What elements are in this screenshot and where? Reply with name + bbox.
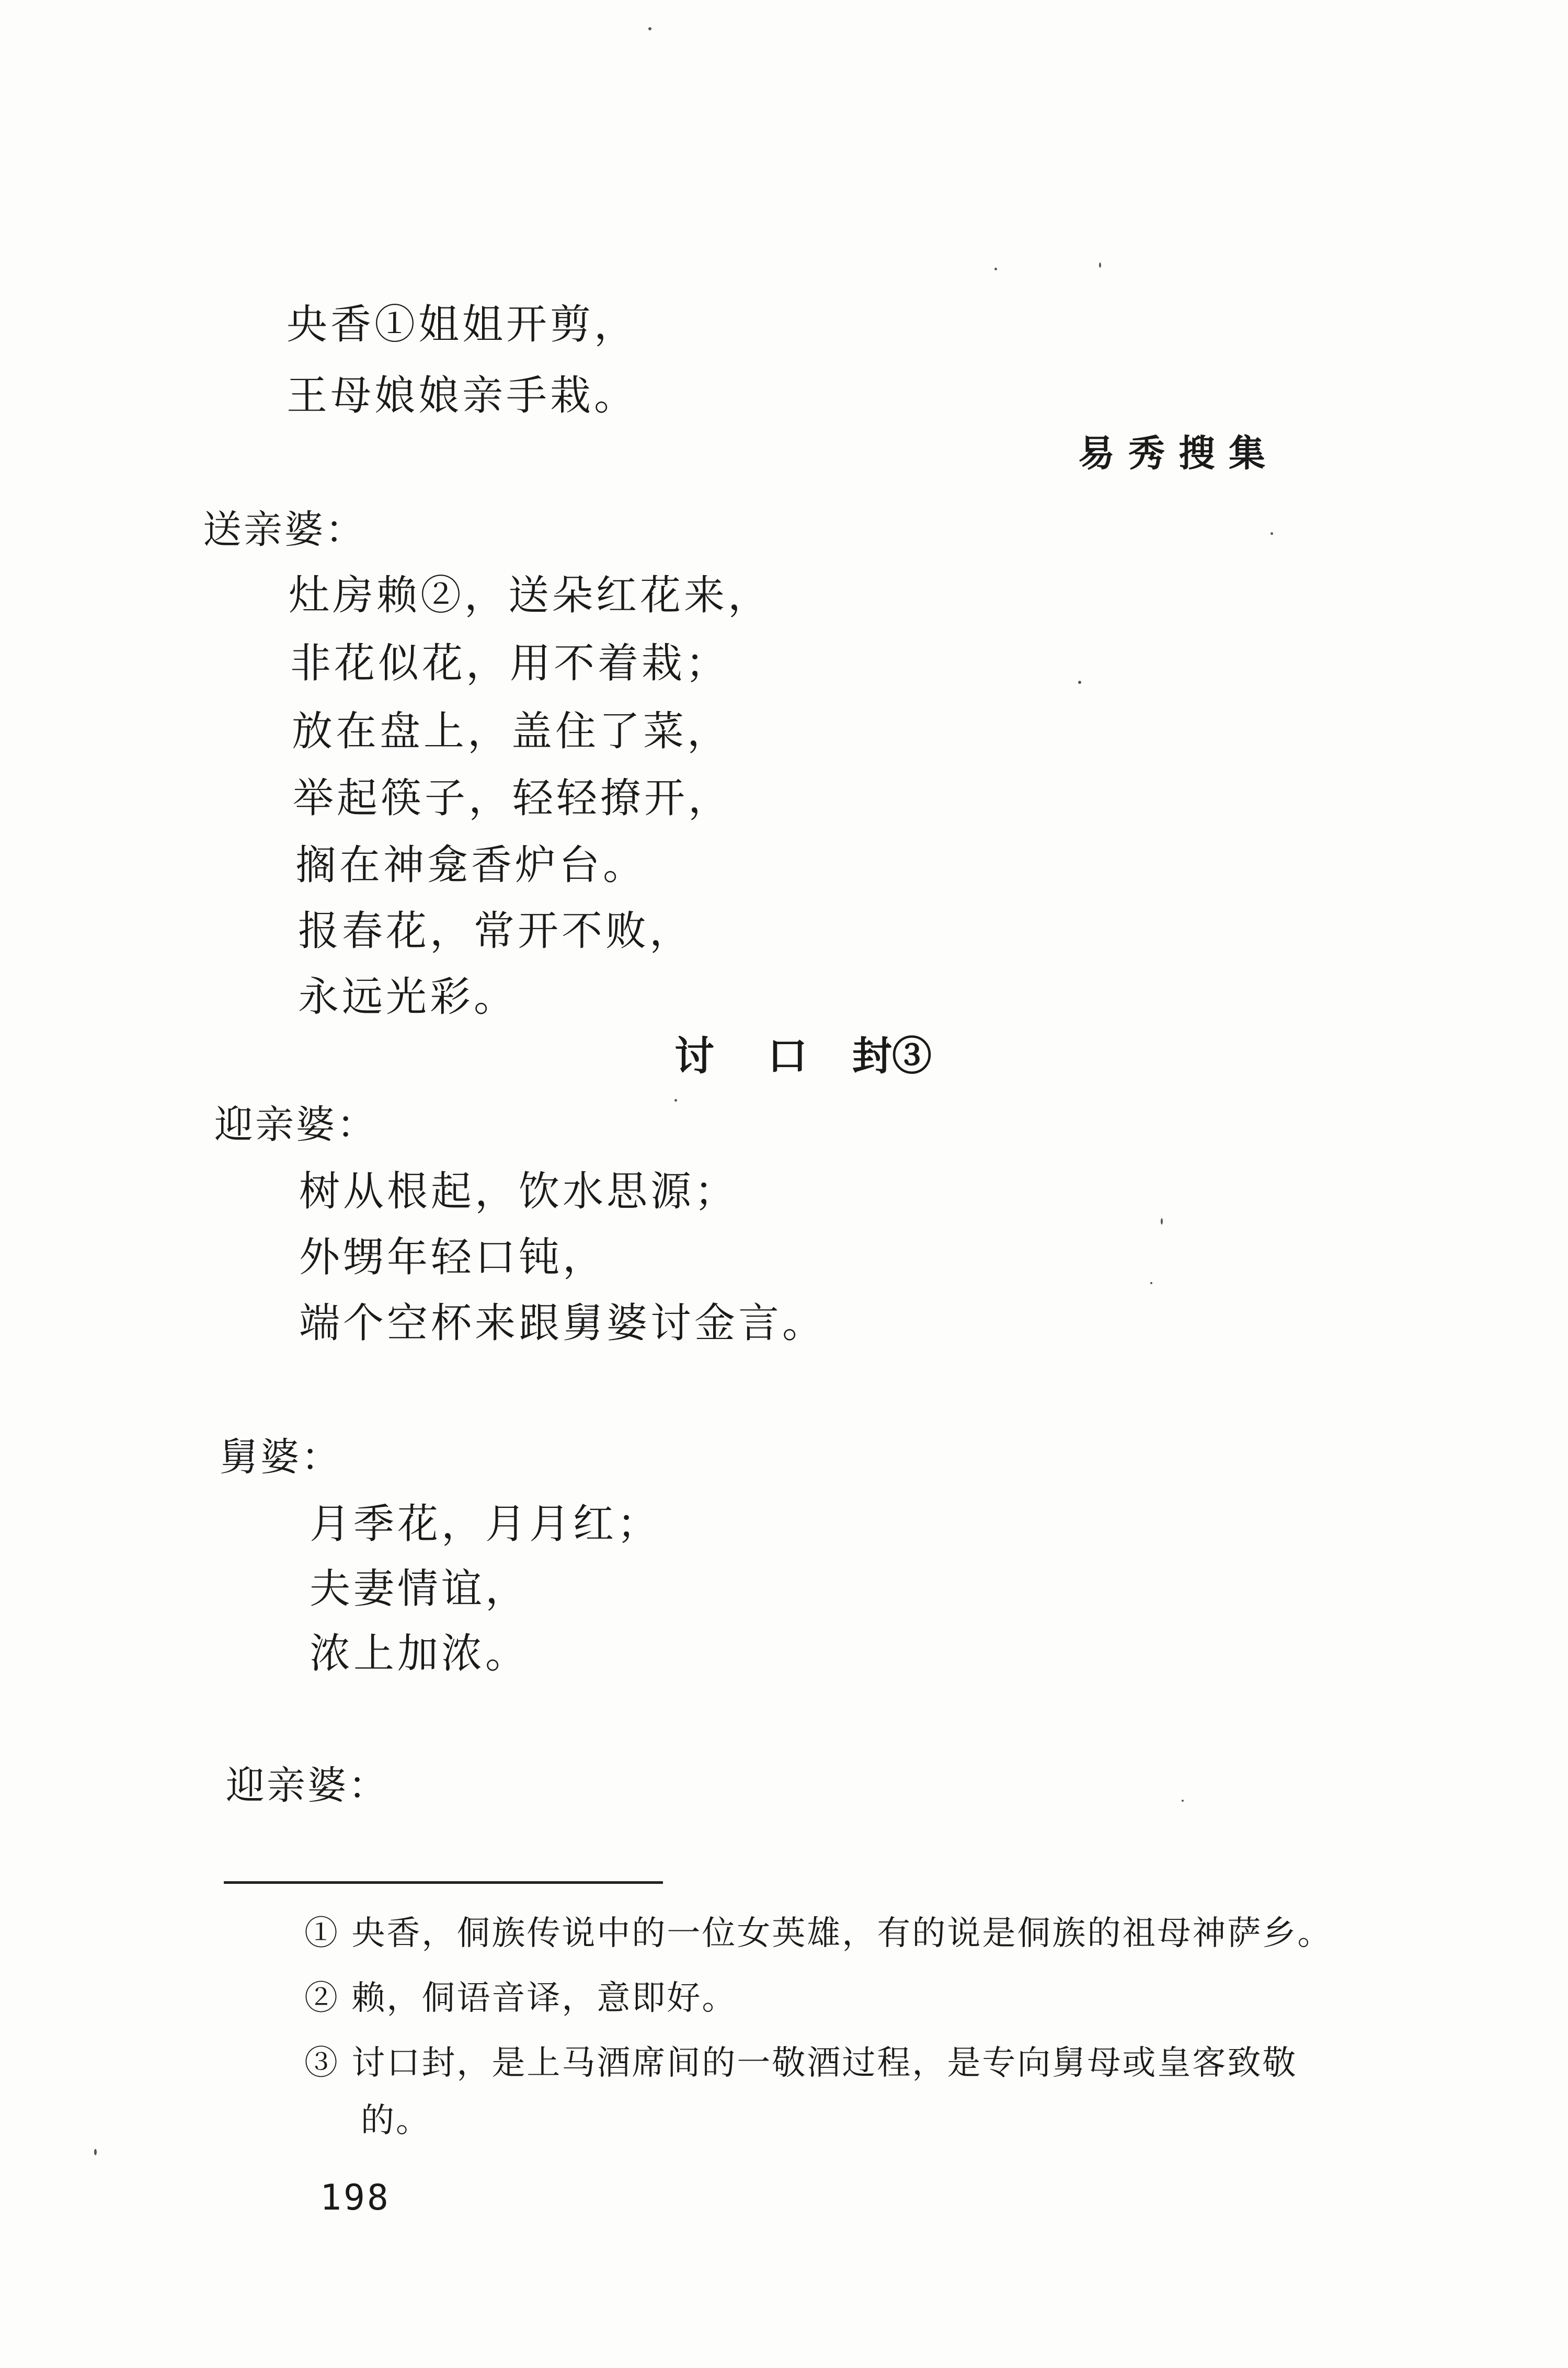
collector-credit: 易秀搜集 [1078,431,1279,475]
speaker-label: 舅婆： [220,1435,342,1480]
verse-line: 外甥年轻口钝， [299,1234,607,1281]
verse-line: 浓上加浓。 [310,1630,530,1677]
scan-speck [994,268,997,270]
verse-line: 灶房赖②，送朵红花来， [289,572,772,619]
scan-speck [94,2149,97,2155]
verse-line: 永远光彩。 [298,974,518,1021]
footnote-divider [224,1881,663,1884]
section-title-char: 讨 [674,1033,714,1079]
scan-speck [1182,1800,1184,1802]
speaker-label: 迎亲婆： [226,1763,389,1808]
verse-line: 端个空杯来跟舅婆讨金言。 [299,1300,827,1347]
speaker-label: 送亲婆： [203,507,366,552]
footnote: ② 赖，侗语音译，意即好。 [304,1979,737,2018]
section-title-char: 封③ [852,1033,932,1079]
page-number: 198 [320,2177,391,2218]
verse-line: 夫妻情谊， [310,1565,530,1612]
scan-speck [648,27,651,30]
scan-speck [1271,532,1273,535]
scan-speck [1078,681,1081,684]
footnote-continuation: 的。 [361,2101,431,2140]
verse-line: 月季花，月月红； [310,1501,661,1548]
verse-line: 央香①姐姐开剪， [287,301,638,348]
verse-line: 非花似花，用不着栽； [290,640,730,687]
verse-line: 举起筷子，轻轻撩开， [293,775,733,822]
scan-speck [1161,1218,1163,1225]
verse-line: 放在盘上，盖住了菜， [292,708,731,755]
scan-speck [1099,262,1101,268]
footnote: ③ 讨口封，是上马酒席间的一敬酒过程，是专向舅母或皇客致敬 [304,2044,1298,2083]
scan-speck [674,1099,677,1102]
scan-speck [1150,1282,1152,1284]
footnote: ① 央香，侗族传说中的一位女英雄，有的说是侗族的祖母神萨乡。 [304,1914,1333,1953]
section-title-char: 口 [768,1033,807,1079]
verse-line: 王母娘娘亲手栽。 [287,372,638,419]
speaker-label: 迎亲婆： [214,1102,377,1147]
verse-line: 搁在神龛香炉台。 [295,842,647,889]
verse-line: 报春花，常开不败， [298,908,694,955]
verse-line: 树从根起，饮水思源； [299,1168,739,1215]
